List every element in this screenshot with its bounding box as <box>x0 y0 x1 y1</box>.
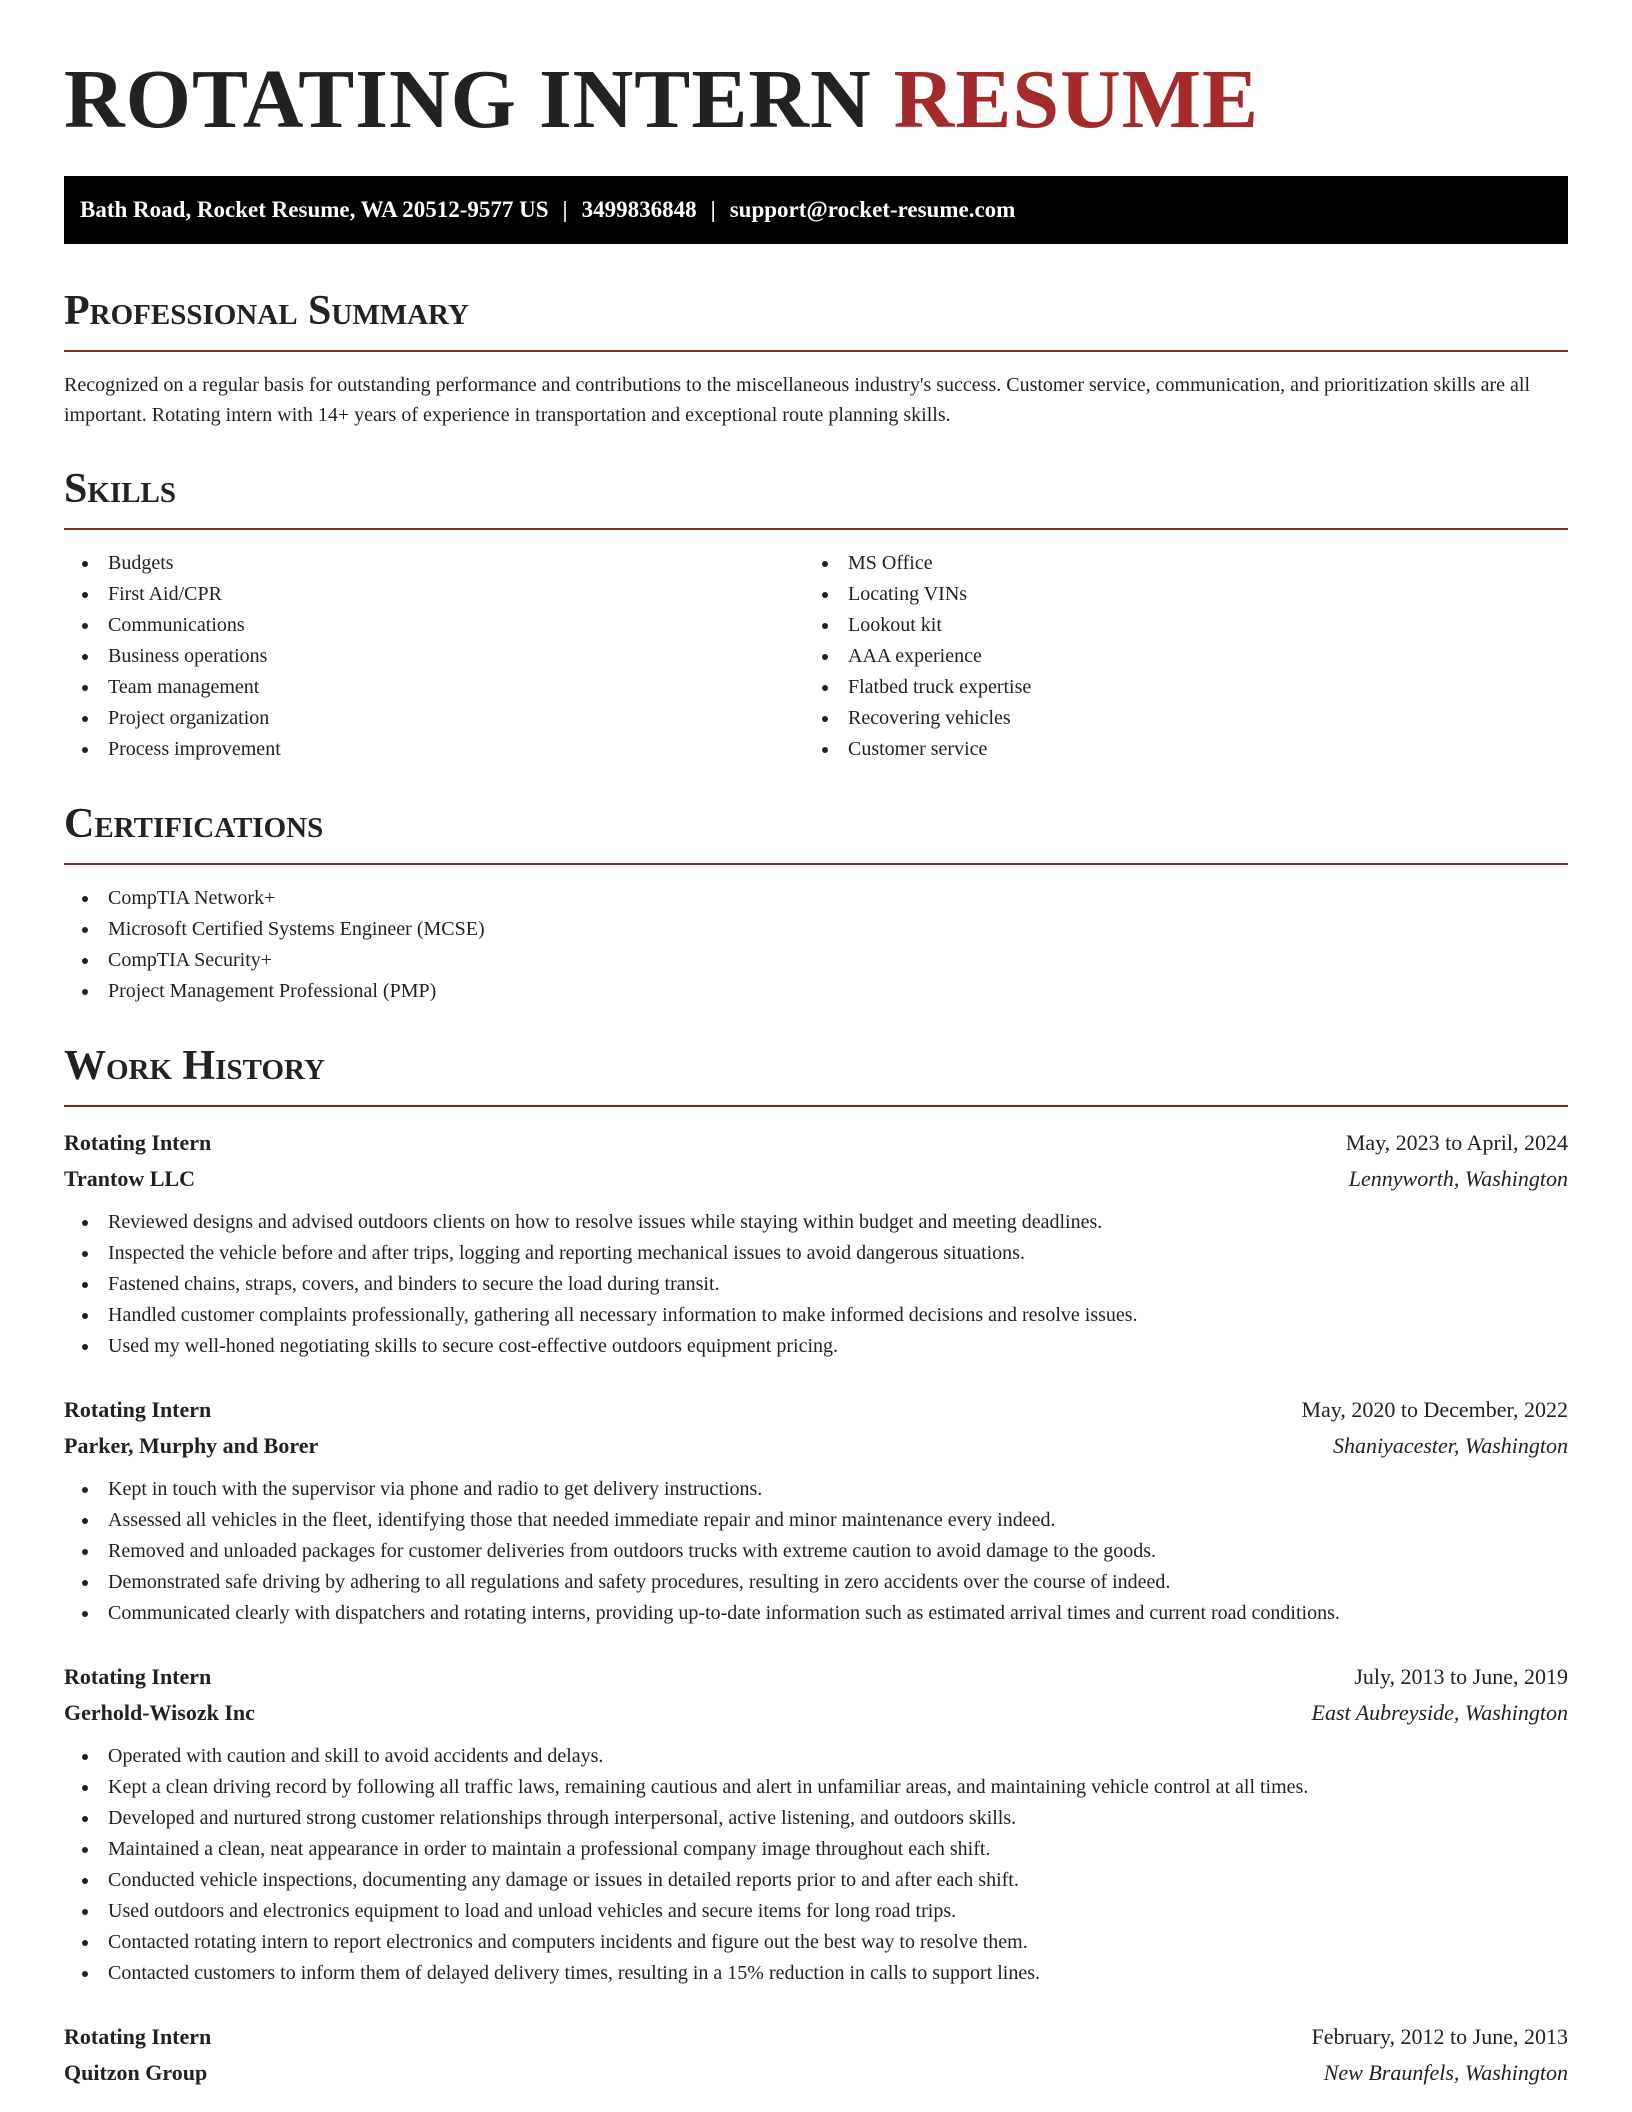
job-entry <box>64 1125 1568 1362</box>
job-entry <box>64 1392 1568 1629</box>
job-title: Rotating Intern <box>64 1130 212 1155</box>
skill-item: Project organization <box>64 703 804 734</box>
contact-phone: 3499836848 <box>581 197 697 222</box>
job-dates: February, 2012 to June, 2013 <box>1311 2024 1568 2049</box>
job-company: Gerhold-Wisozk Inc <box>64 1700 255 1725</box>
contact-separator: | <box>562 197 568 222</box>
job-location: New Braunfels, Washington <box>1323 2060 1568 2085</box>
skills-heading: Skills <box>64 464 1568 530</box>
skill-item: AAA experience <box>804 641 1544 672</box>
job-location: Lennyworth, Washington <box>1348 1166 1568 1191</box>
certification-item: CompTIA Network+ <box>64 883 1568 914</box>
job-bullet: Operated with caution and skill to avoid accidents and delays. <box>64 1741 1568 1772</box>
job-title-row <box>64 1125 1568 1161</box>
job-bullets <box>64 1207 1568 1362</box>
contact-separator: | <box>710 197 716 222</box>
job-bullet: Removed and unloaded packages for customer deliveries from outdoors trucks with extreme caution to avoid damage to the goods. <box>64 1536 1568 1567</box>
resume-page <box>64 0 1568 2091</box>
contact-email: support@rocket-resume.com <box>729 197 1016 222</box>
job-company: Parker, Murphy and Borer <box>64 1433 319 1458</box>
skill-item: Customer service <box>804 734 1544 765</box>
job-title: Rotating Intern <box>64 1397 212 1422</box>
resume-title-accent: RESUME <box>893 53 1260 146</box>
job-company-row <box>64 1161 1568 1197</box>
resume-title <box>64 0 1568 148</box>
skill-item: Team management <box>64 672 804 703</box>
job-bullet: Fastened chains, straps, covers, and binders to secure the load during transit. <box>64 1269 1568 1300</box>
job-title-row <box>64 1392 1568 1428</box>
job-location: East Aubreyside, Washington <box>1311 1700 1568 1725</box>
certifications-heading: Certifications <box>64 799 1568 865</box>
job-title-row <box>64 1659 1568 1695</box>
job-bullet: Contacted rotating intern to report electronics and computers incidents and figure out the best way to resolve them. <box>64 1927 1568 1958</box>
skill-item: Process improvement <box>64 734 804 765</box>
job-bullet: Kept a clean driving record by following all traffic laws, remaining cautious and alert in unfamiliar areas, and maintaining vehicle control at all times. <box>64 1772 1568 1803</box>
job-bullet: Kept in touch with the supervisor via phone and radio to get delivery instructions. <box>64 1474 1568 1505</box>
job-bullet: Assessed all vehicles in the fleet, identifying those that needed immediate repair and minor maintenance every indeed. <box>64 1505 1568 1536</box>
skill-item: Communications <box>64 610 804 641</box>
job-title: Rotating Intern <box>64 1664 212 1689</box>
job-bullet: Used outdoors and electronics equipment to load and unload vehicles and secure items for long road trips. <box>64 1896 1568 1927</box>
skill-item: Budgets <box>64 548 804 579</box>
certification-item: Microsoft Certified Systems Engineer (MCSE) <box>64 914 1568 945</box>
job-entry <box>64 2019 1568 2091</box>
job-bullet: Used my well-honed negotiating skills to secure cost-effective outdoors equipment pricing. <box>64 1331 1568 1362</box>
job-title-row <box>64 2019 1568 2055</box>
job-company-row <box>64 1428 1568 1464</box>
job-company-row <box>64 1695 1568 1731</box>
skills-grid <box>64 548 1568 765</box>
job-bullets <box>64 1474 1568 1629</box>
certification-item: Project Management Professional (PMP) <box>64 976 1568 1007</box>
job-bullet: Contacted customers to inform them of delayed delivery times, resulting in a 15% reduction in calls to support lines. <box>64 1958 1568 1989</box>
skill-item: Locating VINs <box>804 579 1544 610</box>
job-bullet: Conducted vehicle inspections, documenting any damage or issues in detailed reports prior to and after each shift. <box>64 1865 1568 1896</box>
job-dates: May, 2023 to April, 2024 <box>1345 1130 1568 1155</box>
work-history-heading: Work History <box>64 1041 1568 1107</box>
job-company: Quitzon Group <box>64 2060 208 2085</box>
skill-item: MS Office <box>804 548 1544 579</box>
summary-heading: Professional Summary <box>64 286 1568 352</box>
job-company: Trantow LLC <box>64 1166 195 1191</box>
job-title: Rotating Intern <box>64 2024 212 2049</box>
job-bullet: Developed and nurtured strong customer relationships through interpersonal, active listening, and outdoors skills. <box>64 1803 1568 1834</box>
skill-item: Lookout kit <box>804 610 1544 641</box>
skill-item: Business operations <box>64 641 804 672</box>
certification-item: CompTIA Security+ <box>64 945 1568 976</box>
skill-item: Recovering vehicles <box>804 703 1544 734</box>
skills-left-list <box>64 548 804 765</box>
contact-address: Bath Road, Rocket Resume, WA 20512-9577 US <box>80 197 549 222</box>
skill-item: Flatbed truck expertise <box>804 672 1544 703</box>
skill-item: First Aid/CPR <box>64 579 804 610</box>
job-bullet: Maintained a clean, neat appearance in order to maintain a professional company image throughout each shift. <box>64 1834 1568 1865</box>
job-bullet: Handled customer complaints professionally, gathering all necessary information to make informed decisions and resolve issues. <box>64 1300 1568 1331</box>
job-entry <box>64 1659 1568 1989</box>
job-dates: May, 2020 to December, 2022 <box>1301 1397 1568 1422</box>
job-bullet: Reviewed designs and advised outdoors clients on how to resolve issues while staying within budget and meeting deadlines. <box>64 1207 1568 1238</box>
job-dates: July, 2013 to June, 2019 <box>1354 1664 1568 1689</box>
job-bullet: Communicated clearly with dispatchers and rotating interns, providing up-to-date information such as estimated arrival times and current road conditions. <box>64 1598 1568 1629</box>
contact-bar <box>64 176 1568 244</box>
job-location: Shaniyacester, Washington <box>1332 1433 1568 1458</box>
job-company-row <box>64 2055 1568 2091</box>
summary-text: Recognized on a regular basis for outstanding performance and contributions to the miscellaneous industry's success. Customer service, communication, and prioritization skills are all important. Rotating intern with 14+ years of experience in transportation and exceptional route planning skills. <box>64 374 1530 426</box>
certifications-list <box>64 883 1568 1007</box>
resume-title-main: ROTATING INTERN <box>64 53 872 146</box>
job-bullet: Demonstrated safe driving by adhering to all regulations and safety procedures, resulting in zero accidents over the course of indeed. <box>64 1567 1568 1598</box>
job-bullet: Inspected the vehicle before and after trips, logging and reporting mechanical issues to avoid dangerous situations. <box>64 1238 1568 1269</box>
job-bullets <box>64 1741 1568 1989</box>
skills-right-list <box>804 548 1544 765</box>
